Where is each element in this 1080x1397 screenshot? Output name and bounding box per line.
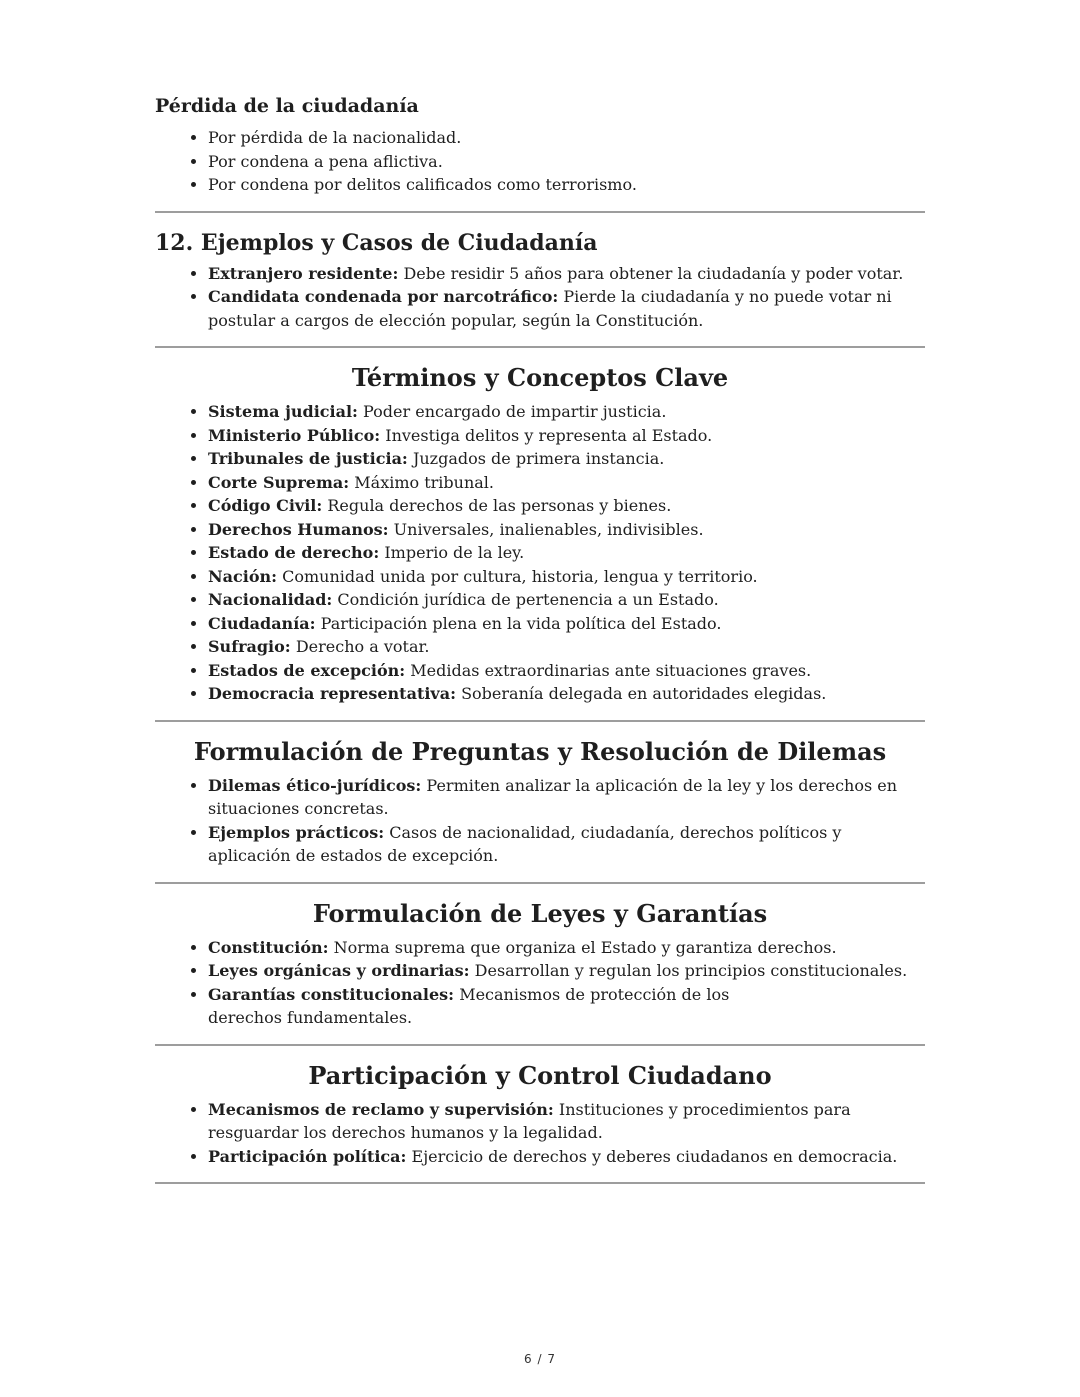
item-text: Medidas extraordinarias ante situaciones graves.	[410, 660, 812, 680]
list-item	[208, 541, 925, 565]
item-term: Candidata condenada por narcotráfico:	[208, 287, 559, 306]
item-text: Instituciones y procedimientos para resguardar los derechos humanos y la legalidad.	[208, 1099, 851, 1142]
item-term: Estado de derecho:	[208, 543, 380, 562]
item-term: Derechos Humanos:	[208, 519, 389, 539]
item-term: Ciudadanía:	[208, 613, 316, 633]
item-term: Constitución:	[208, 937, 329, 957]
bullet-list	[155, 262, 925, 333]
list-item	[208, 936, 925, 960]
item-term: Nación:	[208, 566, 278, 586]
bullet-list	[155, 126, 925, 197]
list-item	[208, 682, 925, 706]
item-text: Juzgados de primera instancia.	[412, 449, 665, 468]
page-number: 6 / 7	[524, 1352, 556, 1366]
item-term: Nacionalidad:	[208, 590, 333, 609]
item-term: Sistema judicial:	[208, 402, 358, 421]
section-leyes-garantias	[155, 899, 925, 1030]
item-text: Pierde la ciudadanía y no puede votar ni postular a cargos de elección popular, según la Constitución.	[208, 287, 892, 330]
item-text: Mecanismos de protección de los derechos fundamentales.	[208, 984, 730, 1027]
item-text: Máximo tribunal.	[354, 472, 495, 492]
list-item	[208, 1145, 925, 1169]
section-heading: Participación y Control Ciudadano	[308, 1060, 772, 1090]
section-ejemplos-casos	[155, 228, 925, 333]
section-divider	[155, 882, 925, 884]
list-item	[208, 983, 925, 1030]
item-text: Regula derechos de las personas y bienes.	[327, 496, 672, 515]
list-item	[208, 588, 925, 612]
list-item	[208, 821, 925, 868]
list-item	[208, 471, 925, 495]
section-heading: Formulación de Leyes y Garantías	[312, 898, 768, 928]
section-heading: Pérdida de la ciudadanía	[155, 95, 419, 117]
item-term: Código Civil:	[208, 496, 323, 515]
item-text: Comunidad unida por cultura, historia, lengua y territorio.	[282, 566, 758, 586]
list-item	[208, 150, 925, 174]
list-item	[208, 565, 925, 589]
bullet-list	[155, 774, 925, 868]
item-term: Corte Suprema:	[208, 472, 350, 492]
item-text: Por condena a pena aflictiva.	[208, 151, 443, 171]
item-term: Democracia representativa:	[208, 684, 456, 703]
item-text: Norma suprema que organiza el Estado y garantiza derechos.	[333, 937, 837, 957]
list-item	[208, 126, 925, 150]
item-text: Poder encargado de impartir justicia.	[363, 402, 667, 421]
item-text: Por pérdida de la nacionalidad.	[208, 128, 462, 147]
bullet-list	[155, 400, 925, 706]
item-text: Condición jurídica de pertenencia a un Estado.	[337, 590, 719, 609]
item-text: Investiga delitos y representa al Estado.	[385, 425, 713, 445]
item-text: Casos de nacionalidad, ciudadanía, derechos políticos y aplicación de estados de excepción.	[208, 822, 842, 865]
item-term: Leyes orgánicas y ordinarias:	[208, 961, 470, 980]
item-text: Permiten analizar la aplicación de la ley y los derechos en situaciones concretas.	[208, 775, 898, 818]
list-item	[208, 424, 925, 448]
list-item	[208, 959, 925, 983]
item-text: Ejercicio de derechos y deberes ciudadanos en democracia.	[411, 1146, 898, 1166]
section-preguntas-dilemas	[155, 737, 925, 868]
section-perdida-ciudadania	[155, 94, 925, 197]
section-divider	[155, 1182, 925, 1184]
list-item	[208, 659, 925, 683]
list-item	[208, 262, 925, 286]
section-terminos-conceptos	[155, 363, 925, 706]
list-item	[208, 447, 925, 471]
item-text: Soberanía delegada en autoridades elegidas.	[461, 684, 827, 703]
section-divider	[155, 346, 925, 348]
item-term: Mecanismos de reclamo y supervisión:	[208, 1099, 554, 1119]
list-item	[208, 400, 925, 424]
item-text: Por condena por delitos calificados como terrorismo.	[208, 175, 637, 194]
list-item	[208, 1098, 925, 1145]
section-heading: Formulación de Preguntas y Resolución de Dilemas	[193, 736, 887, 766]
item-term: Estados de excepción:	[208, 660, 406, 680]
item-text: Desarrollan y regulan los principios constitucionales.	[474, 961, 908, 980]
item-term: Extranjero residente:	[208, 263, 399, 283]
list-item	[208, 285, 925, 332]
bullet-list	[155, 1098, 925, 1169]
list-item	[208, 774, 925, 821]
item-term: Sufragio:	[208, 637, 291, 656]
bullet-list	[155, 936, 925, 1030]
item-term: Garantías constitucionales:	[208, 984, 455, 1004]
section-divider	[155, 211, 925, 213]
section-heading: 12. Ejemplos y Casos de Ciudadanía	[155, 229, 598, 256]
list-item	[208, 612, 925, 636]
item-term: Dilemas ético-jurídicos:	[208, 775, 422, 795]
section-divider	[155, 720, 925, 722]
item-term: Participación política:	[208, 1146, 407, 1166]
item-term: Ministerio Público:	[208, 425, 381, 445]
item-term: Ejemplos prácticos:	[208, 822, 385, 842]
item-text: Derecho a votar.	[295, 637, 430, 656]
list-item	[208, 635, 925, 659]
section-participacion-control	[155, 1061, 925, 1169]
section-divider	[155, 1044, 925, 1046]
section-heading: Términos y Conceptos Clave	[351, 363, 729, 392]
list-item	[208, 518, 925, 542]
list-item	[208, 173, 925, 197]
item-term: Tribunales de justicia:	[208, 449, 408, 468]
list-item	[208, 494, 925, 518]
item-text: Universales, inalienables, indivisibles.	[393, 519, 704, 539]
item-text: Participación plena en la vida política del Estado.	[320, 613, 722, 633]
item-text: Debe residir 5 años para obtener la ciudadanía y poder votar.	[403, 263, 904, 283]
item-text: Imperio de la ley.	[384, 543, 525, 562]
